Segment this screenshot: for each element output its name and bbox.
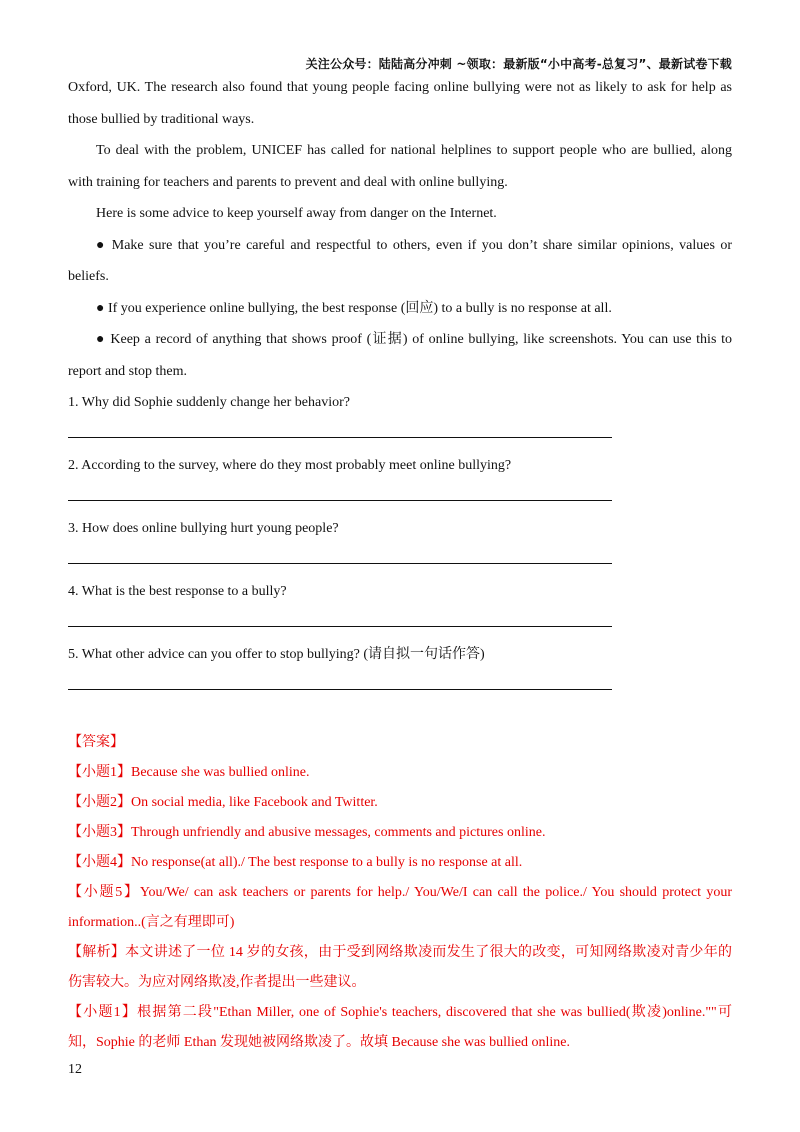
explanation-line-1: 【小题1】根据第二段"Ethan Miller, one of Sophie's teachers, discovered that she was bullied(欺凌)online.""可 bbox=[68, 1005, 732, 1020]
explanation-line-2: 知，Sophie 的老师 Ethan 发现她被网络欺凌了。故填 Because she was bullied online. bbox=[68, 1035, 570, 1050]
answer-item-2: 【小题2】On social media, like Facebook and Twitter. bbox=[68, 795, 378, 810]
question-text: 1. Why did Sophie suddenly change her behavior? bbox=[68, 395, 351, 410]
answer-item-4: 【小题4】No response(at all)./ The best response to a bully is no response at all. bbox=[68, 855, 523, 870]
question-4 bbox=[68, 576, 732, 627]
answer-blank-line[interactable] bbox=[68, 541, 612, 564]
document-body bbox=[68, 72, 732, 1058]
answer-heading: 【答案】 bbox=[68, 735, 124, 750]
passage-paragraph-3: Here is some advice to keep yourself away from danger on the Internet. bbox=[96, 206, 497, 221]
question-3 bbox=[68, 513, 732, 564]
answer-blank-line[interactable] bbox=[68, 415, 612, 438]
answer-blank-line[interactable] bbox=[68, 478, 612, 501]
question-text: 4. What is the best response to a bully? bbox=[68, 584, 287, 599]
passage-paragraph-2: To deal with the problem, UNICEF has called for national helplines to support people who are bullied, along with training for teachers and parents to prevent and deal with online bullying. bbox=[68, 143, 732, 190]
answer-item-1: 【小题1】Because she was bullied online. bbox=[68, 765, 310, 780]
question-5 bbox=[68, 639, 732, 690]
advice-item-2: ● If you experience online bullying, the best response (回应) to a bully is no response at all. bbox=[96, 300, 612, 316]
answer-item-5: 【小题5】You/We/ can ask teachers or parents for help./ You/We/I can call the police./ You should protect your bbox=[68, 885, 732, 900]
analysis-line-1: 【解析】本文讲述了一位 14 岁的女孩，由于受到网络欺凌而发生了很大的改变，可知网络欺凌对青少年的 bbox=[68, 945, 732, 960]
question-2 bbox=[68, 450, 732, 501]
advice-item-3: ● Keep a record of anything that shows proof (证据) of online bullying, like screenshots. You can use this to report and stop them. bbox=[68, 332, 732, 379]
advice-item-1: ● Make sure that you’re careful and respectful to others, even if you don’t share similar opinions, values or beliefs. bbox=[68, 237, 732, 284]
passage-paragraph-1: Oxford, UK. The research also found that young people facing online bullying were not as likely to ask for help as those bullied by traditional ways. bbox=[68, 80, 732, 127]
answer-blank-line[interactable] bbox=[68, 604, 612, 627]
answer-item-3: 【小题3】Through unfriendly and abusive messages, comments and pictures online. bbox=[68, 825, 546, 840]
questions-section bbox=[68, 387, 732, 690]
analysis-line-2: 伤害较大。为应对网络欺凌,作者提出一些建议。 bbox=[68, 975, 366, 990]
question-text: 2. According to the survey, where do they most probably meet online bullying? bbox=[68, 458, 512, 473]
question-text: 5. What other advice can you offer to stop bullying? (请自拟一句话作答) bbox=[68, 647, 485, 662]
page-header: 关注公众号：陆陆高分冲刺 ~领取：最新版“小中高考-总复习”、最新试卷下载 bbox=[305, 57, 732, 71]
answer-blank-line[interactable] bbox=[68, 667, 612, 690]
answer-item-5-cont: information..(言之有理即可) bbox=[68, 915, 235, 930]
answer-section bbox=[68, 728, 732, 1058]
question-text: 3. How does online bullying hurt young people? bbox=[68, 521, 339, 536]
page-number: 12 bbox=[68, 1062, 82, 1077]
question-1 bbox=[68, 387, 732, 438]
